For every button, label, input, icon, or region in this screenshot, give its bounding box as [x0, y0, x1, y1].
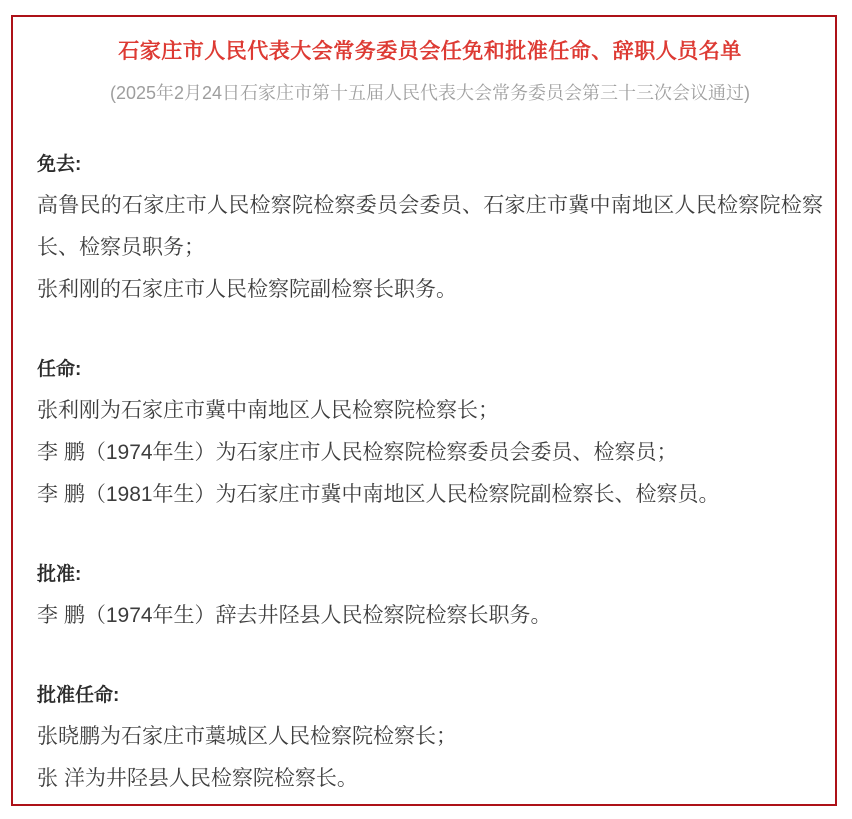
section-heading: 任命:	[37, 359, 82, 380]
section-paragraph: 李 鹏（1981年生）为石家庄市冀中南地区人民检察院副检察长、检察员。	[37, 483, 720, 506]
document-subtitle: (2025年2月24日石家庄市第十五届人民代表大会常务委员会第三十三次会议通过)	[109, 83, 751, 103]
document-section	[37, 152, 823, 311]
document-frame	[11, 15, 837, 806]
section-body	[37, 390, 823, 516]
section-body	[37, 595, 823, 637]
section-paragraph: 张利刚的石家庄市人民检察院副检察长职务。	[37, 278, 457, 301]
document-section	[37, 357, 823, 516]
document-section	[37, 683, 823, 800]
section-paragraph: 张利刚为石家庄市冀中南地区人民检察院检察长；	[37, 399, 499, 422]
sections-container	[37, 152, 823, 800]
document-title: 石家庄市人民代表大会常务委员会任免和批准任命、辞职人员名单	[118, 40, 742, 63]
section-heading: 免去:	[37, 154, 82, 175]
section-paragraph: 高鲁民的石家庄市人民检察院检察委员会委员、石家庄市冀中南地区人民检察院检察长、检察员职务；	[37, 194, 823, 259]
section-paragraph: 李 鹏（1974年生）辞去井陉县人民检察院检察长职务。	[37, 604, 552, 627]
section-body	[37, 185, 823, 311]
section-body	[37, 716, 823, 800]
section-paragraph: 张晓鹏为石家庄市藁城区人民检察院检察长；	[37, 725, 457, 748]
section-paragraph: 张 洋为井陉县人民检察院检察长。	[37, 767, 358, 790]
section-heading: 批准任命:	[37, 685, 120, 706]
document-section	[37, 562, 823, 637]
section-heading: 批准:	[37, 564, 82, 585]
section-paragraph: 李 鹏（1974年生）为石家庄市人民检察院检察委员会委员、检察员；	[37, 441, 678, 464]
